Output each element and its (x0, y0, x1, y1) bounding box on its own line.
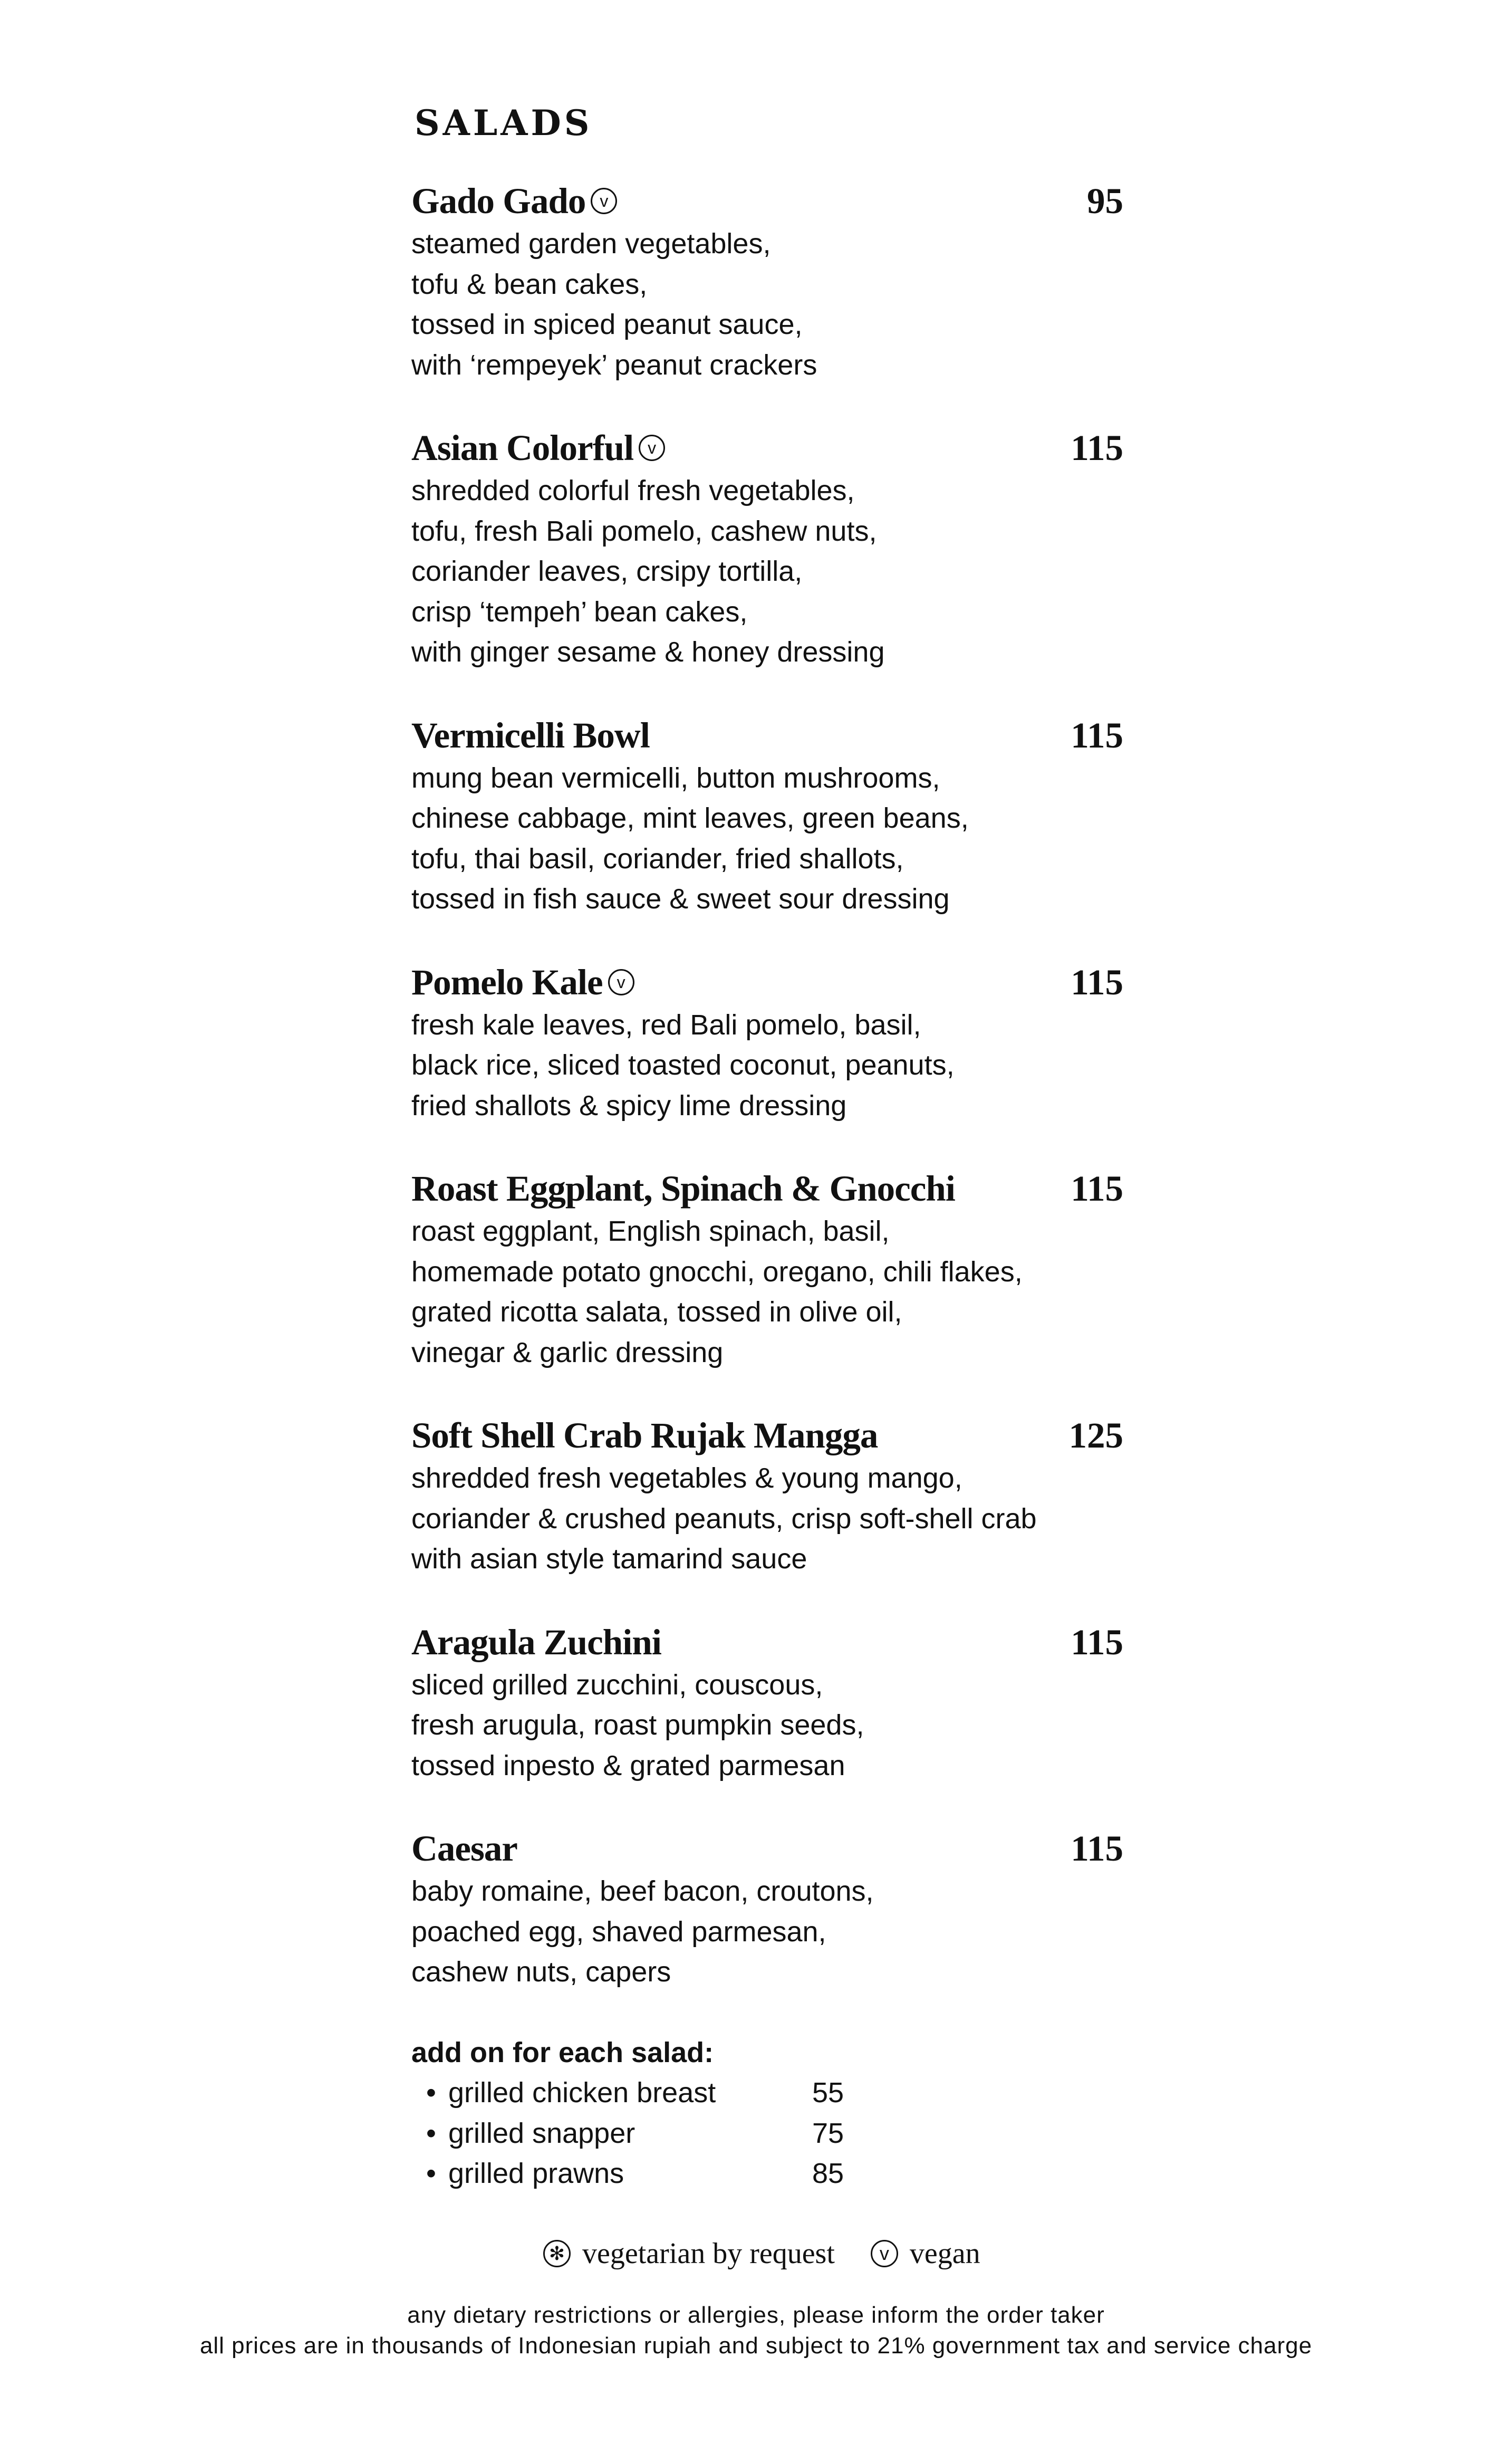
addon-name: grilled prawns (448, 2158, 624, 2189)
addon-row (411, 2073, 1123, 2113)
description-line: vinegar & garlic dressing (411, 1336, 724, 1368)
addon-section (411, 2033, 1123, 2194)
section-title: SALADS (415, 102, 593, 143)
description-line: tofu, fresh Bali pomelo, cashew nuts, (411, 515, 877, 547)
description-line: coriander leaves, crsipy tortilla, (411, 555, 803, 587)
menu-item-price: 115 (1071, 1622, 1123, 1662)
menu-item-name-text: Pomelo Kale (411, 962, 603, 1002)
description-line: tossed inpesto & grated parmesan (411, 1749, 845, 1781)
menu-item-description (411, 758, 1123, 919)
menu-item-price: 125 (1068, 1415, 1123, 1455)
addon-price: 85 (812, 2158, 844, 2189)
description-line: sliced grilled zucchini, couscous, (411, 1669, 823, 1701)
menu-item-name-text: Soft Shell Crab Rujak Mangga (411, 1415, 878, 1455)
description-line: with ‘rempeyek’ peanut crackers (411, 349, 817, 381)
menu-item-description (411, 1211, 1123, 1373)
addon-row (411, 2153, 1123, 2194)
menu-item-name-text: Caesar (411, 1828, 517, 1869)
menu-item-description (411, 471, 1123, 673)
menu-item-price: 115 (1071, 715, 1123, 755)
description-line: chinese cabbage, mint leaves, green beans, (411, 802, 969, 834)
description-line: black rice, sliced toasted coconut, peanuts, (411, 1049, 955, 1081)
menu-item-price: 115 (1071, 962, 1123, 1002)
description-line: tossed in fish sauce & sweet sour dressing (411, 883, 950, 915)
description-line: roast eggplant, English spinach, basil, (411, 1215, 890, 1247)
menu-item-name-text: Roast Eggplant, Spinach & Gnocchi (411, 1168, 955, 1209)
menu-item-header (411, 178, 1123, 224)
description-line: shredded fresh vegetables & young mango, (411, 1462, 962, 1494)
price-note: all prices are in thousands of Indonesian rupiah and subject to 21% government tax and service charge (199, 2333, 1313, 2359)
description-line: poached egg, shaved parmesan, (411, 1915, 826, 1948)
menu-item-name-text: Gado Gado (411, 181, 586, 221)
menu-item-name (411, 713, 650, 758)
menu-item-list (411, 178, 1123, 1992)
menu-item-price: 115 (1071, 1828, 1123, 1869)
menu-item (411, 1413, 1123, 1579)
menu-item-price: 115 (1071, 1168, 1123, 1209)
description-line: coriander & crushed peanuts, crisp soft-shell crab (411, 1502, 1037, 1535)
menu-item (411, 178, 1123, 385)
menu-item-name (411, 1620, 661, 1665)
menu-item (411, 425, 1123, 673)
menu-item-description (411, 1005, 1123, 1126)
menu-item-header (411, 1413, 1123, 1458)
menu-item-header (411, 1166, 1123, 1211)
description-line: cashew nuts, capers (411, 1956, 671, 1988)
dietary-note: any dietary restrictions or allergies, please inform the order taker (407, 2302, 1105, 2328)
bullet-icon: • (426, 2158, 436, 2189)
addon-row (411, 2113, 1123, 2154)
menu-item-description (411, 1871, 1123, 1992)
menu-item (411, 713, 1123, 919)
menu-item-name (411, 1166, 955, 1211)
description-line: with ginger sesame & honey dressing (411, 636, 885, 668)
menu-item-description (411, 224, 1123, 385)
menu-item-name (411, 1413, 878, 1458)
menu-item-header (411, 960, 1123, 1005)
footer-notes (0, 2300, 1512, 2361)
description-line: steamed garden vegetables, (411, 228, 771, 260)
menu-item-name (411, 1826, 517, 1871)
diet-legend (543, 2237, 1016, 2270)
description-line: fried shallots & spicy lime dressing (411, 1089, 847, 1122)
menu-item-name-text: Aragula Zuchini (411, 1622, 661, 1662)
menu-item-name (411, 178, 617, 224)
menu-item (411, 1826, 1123, 1992)
menu-item-name-text: Asian Colorful (411, 428, 634, 468)
menu-item-description (411, 1665, 1123, 1786)
addon-price: 75 (812, 2117, 844, 2149)
description-line: shredded colorful fresh vegetables, (411, 475, 855, 506)
description-line: fresh arugula, roast pumpkin seeds, (411, 1709, 864, 1741)
addon-name: grilled chicken breast (448, 2077, 716, 2109)
addon-name: grilled snapper (448, 2117, 635, 2149)
vegan-icon: v (871, 2240, 898, 2267)
description-line: crisp ‘tempeh’ bean cakes, (411, 596, 748, 628)
description-line: tofu, thai basil, coriander, fried shallots, (411, 842, 904, 875)
menu-item (411, 960, 1123, 1126)
description-line: homemade potato gnocchi, oregano, chili flakes, (411, 1256, 1023, 1288)
description-line: mung bean vermicelli, button mushrooms, (411, 762, 940, 794)
bullet-icon: • (426, 2117, 436, 2149)
menu-item (411, 1166, 1123, 1373)
menu-item-name (411, 425, 665, 471)
menu-item-price: 115 (1071, 428, 1123, 468)
vegan-icon: v (591, 188, 617, 214)
menu-item-header (411, 1826, 1123, 1871)
menu-item-header (411, 713, 1123, 758)
bullet-icon: • (426, 2077, 436, 2109)
menu-column (411, 102, 1123, 2194)
menu-item-header (411, 1620, 1123, 1665)
vegan-icon: v (639, 435, 665, 461)
addon-title: add on for each salad: (411, 2036, 714, 2068)
menu-item-header (411, 425, 1123, 471)
legend-vegan-label: vegan (909, 2237, 980, 2270)
description-line: baby romaine, beef bacon, croutons, (411, 1875, 874, 1907)
legend-vegetarian-label: vegetarian by request (582, 2237, 835, 2270)
description-line: grated ricotta salata, tossed in olive oil, (411, 1296, 902, 1328)
description-line: tofu & bean cakes, (411, 268, 648, 300)
menu-item (411, 1620, 1123, 1786)
menu-item-name-text: Vermicelli Bowl (411, 715, 650, 755)
menu-item-name (411, 960, 634, 1005)
description-line: tossed in spiced peanut sauce, (411, 309, 803, 340)
addon-price: 55 (812, 2077, 844, 2109)
menu-item-description (411, 1458, 1123, 1579)
description-line: fresh kale leaves, red Bali pomelo, basil, (411, 1009, 921, 1041)
addon-list (411, 2073, 1123, 2194)
vegan-icon: v (608, 969, 634, 995)
legend-vegetarian (543, 2237, 835, 2270)
legend-vegan (871, 2237, 980, 2270)
description-line: with asian style tamarind sauce (411, 1543, 807, 1575)
menu-item-price: 95 (1087, 181, 1123, 221)
vegetarian-icon: ✻ (543, 2240, 571, 2267)
